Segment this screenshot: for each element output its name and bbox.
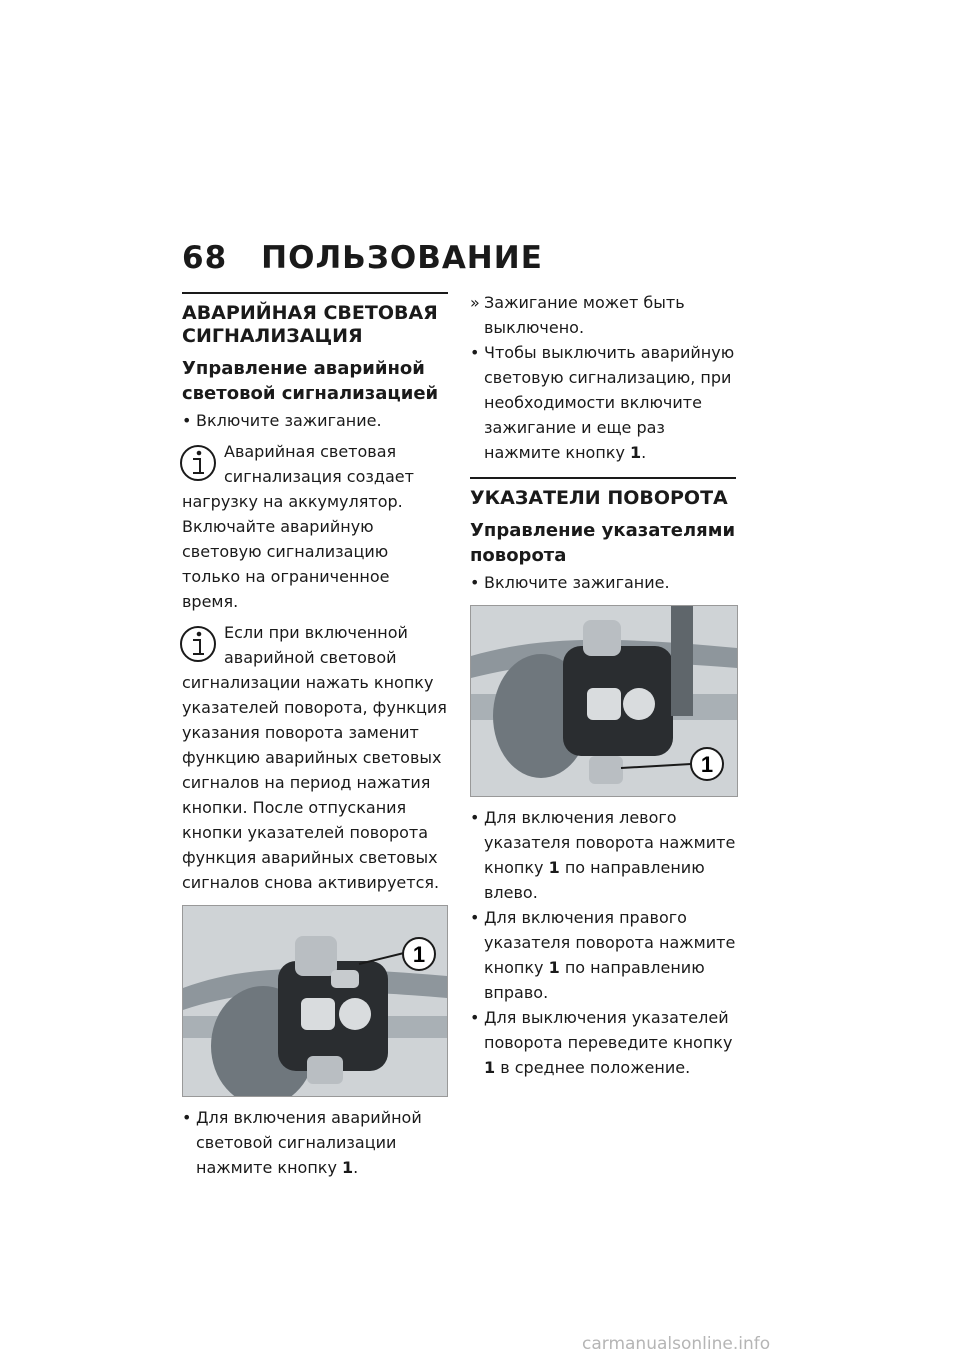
- note-battery: Аварийная световая сигнализация создает нагрузку на аккумулятор. Включайте аварийную световую сигнализацию только на ограниченное время.: [182, 439, 448, 614]
- bullet-icon: •: [470, 1008, 480, 1027]
- step-ignition-on: • Включите зажигание.: [182, 408, 448, 433]
- bullet-icon: •: [470, 908, 480, 927]
- result-ignition-off: » Зажигание может быть выключено.: [470, 290, 736, 340]
- callout-1: 1: [700, 752, 714, 777]
- step-right-turn: • Для включения правого указателя поворота нажмите кнопку 1 по направлению вправо.: [470, 905, 736, 1005]
- note-turn-override: Если при включенной аварийной световой сигнализации нажать кнопку указателей поворота, функция указания поворота заменит функцию аварийных световых сигналов на период нажатия кнопки. После отпускания кнопки указателей поворота функция аварийных световых сигналов снова активируется.: [182, 620, 448, 895]
- section-title-turn: УКАЗАТЕЛИ ПОВОРОТА: [470, 487, 728, 509]
- section-title-hazard: АВАРИЙНАЯ СВЕТОВАЯ СИГНАЛИЗАЦИЯ: [182, 302, 438, 347]
- bullet-icon: •: [182, 1108, 192, 1127]
- info-icon: [178, 441, 218, 483]
- step-left-turn: • Для включения левого указателя поворота нажмите кнопку 1 по направлению влево.: [470, 805, 736, 905]
- page-number: 68: [182, 240, 228, 276]
- turn-switch-photo: [470, 605, 738, 797]
- bullet-icon: •: [470, 573, 480, 592]
- step-ignition-on: • Включите зажигание.: [470, 570, 736, 595]
- bullet-icon: •: [470, 808, 480, 827]
- info-icon: [178, 622, 218, 664]
- bullet-icon: •: [182, 411, 192, 430]
- step-turn-off: • Для выключения указателей поворота переведите кнопку 1 в среднее положение.: [470, 1005, 736, 1080]
- right-column: [470, 290, 736, 1080]
- callout-1: 1: [412, 942, 426, 967]
- left-column: [182, 292, 448, 1180]
- chapter-title: ПОЛЬЗОВАНИЕ: [261, 240, 543, 276]
- watermark: carmanualsonline.info: [582, 1334, 771, 1354]
- subsection-title-hazard: Управление аварийной световой сигнализацией: [182, 358, 439, 404]
- page-header: [182, 240, 543, 276]
- result-arrow-icon: »: [470, 293, 480, 312]
- bullet-icon: •: [470, 343, 480, 362]
- step-hazard-off: • Чтобы выключить аварийную световую сигнализацию, при необходимости включите зажигание и еще раз нажмите кнопку 1.: [470, 340, 736, 465]
- subsection-title-turn: Управление указателями поворота: [470, 520, 736, 566]
- step-hazard-on: • Для включения аварийной световой сигнализации нажмите кнопку 1.: [182, 1105, 448, 1180]
- handlebar-switch-photo: [182, 905, 448, 1097]
